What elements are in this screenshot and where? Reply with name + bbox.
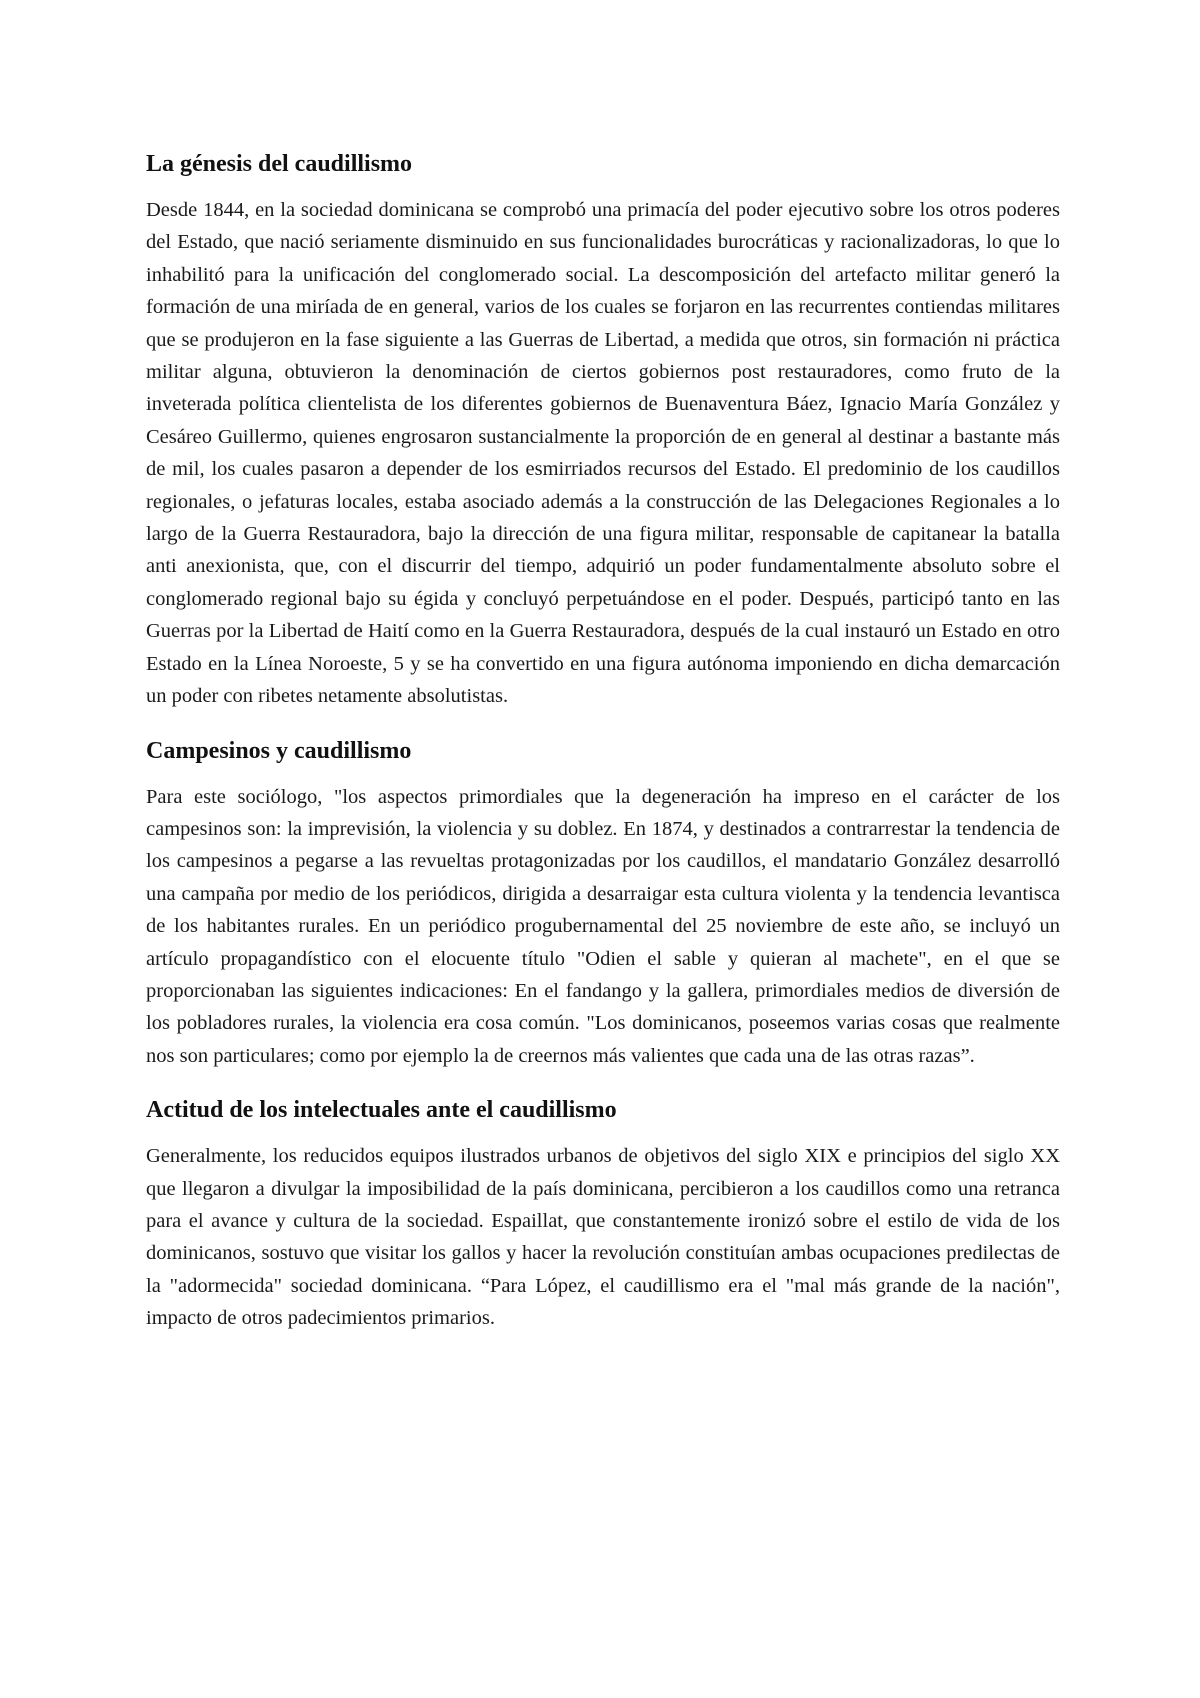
section-intelectuales xyxy=(146,1094,1060,1334)
section-paragraph: Generalmente, los reducidos equipos ilustrados urbanos de objetivos del siglo XIX e principios del siglo XX que llegaron a divulgar la imposibilidad de la país dominicana, percibieron a los caudillos como una retranca para el avance y cultura de la sociedad. Espaillat, que constantemente ironizó sobre el estilo de vida de los dominicanos, sostuvo que visitar los gallos y hacer la revolución constituían ambas ocupaciones predilectas de la "adormecida" sociedad dominicana. “Para López, el caudillismo era el "mal más grande de la nación", impacto de otros padecimientos primarios. xyxy=(146,1145,1060,1330)
section-campesinos xyxy=(146,735,1060,1073)
section-heading: Campesinos y caudillismo xyxy=(146,737,412,764)
section-paragraph: Desde 1844, en la sociedad dominicana se comprobó una primacía del poder ejecutivo sobre los otros poderes del Estado, que nació seriamente disminuido en sus funcionalidades burocráticas y racionalizadoras, lo que lo inhabilitó para la unificación del conglomerado social. La descomposición del artefacto militar generó la formación de una miríada de en general, varios de los cuales se forjaron en las recurrentes contiendas militares que se produjeron en la fase siguiente a las Guerras de Libertad, a medida que otros, sin formación ni práctica militar alguna, obtuvieron la denominación de ciertos gobiernos post restauradores, como fruto de la inveterada política clientelista de los diferentes gobiernos de Buenaventura Báez, Ignacio María González y Cesáreo Guillermo, quienes engrosaron sustancialmente la proporción de en general al destinar a bastante más de mil, los cuales pasaron a depender de los esmirriados recursos del Estado. El predominio de los caudillos regionales, o jefaturas locales, estaba asociado además a la construcción de las Delegaciones Regionales a lo largo de la Guerra Restauradora, bajo la dirección de una figura militar, responsable de capitanear la batalla anti anexionista, que, con el discurrir del tiempo, adquirió un poder fundamentalmente absoluto sobre el conglomerado regional bajo su égida y concluyó perpetuándose en el poder. Después, participó tanto en las Guerras por la Libertad de Haití como en la Guerra Restauradora, después de la cual instauró un Estado en otro Estado en la Línea Noroeste, 5 y se ha convertido en una figura autónoma imponiendo en dicha demarcación un poder con ribetes netamente absolutistas. xyxy=(146,199,1060,708)
section-genesis xyxy=(146,148,1060,713)
section-heading: Actitud de los intelectuales ante el caudillismo xyxy=(146,1097,617,1124)
document-page xyxy=(146,148,1060,1357)
section-paragraph: Para este sociólogo, "los aspectos primordiales que la degeneración ha impreso en el carácter de los campesinos son: la imprevisión, la violencia y su doblez. En 1874, y destinados a contrarrestar la tendencia de los campesinos a pegarse a las revueltas protagonizadas por los caudillos, el mandatario González desarrolló una campaña por medio de los periódicos, dirigida a desarraigar esta cultura violenta y la tendencia levantisca de los habitantes rurales. En un periódico progubernamental del 25 noviembre de este año, se incluyó un artículo propagandístico con el elocuente título "Odien el sable y quieran al machete", en el que se proporcionaban las siguientes indicaciones: En el fandango y la gallera, primordiales medios de diversión de los pobladores rurales, la violencia era cosa común. "Los dominicanos, poseemos varias cosas que realmente nos son particulares; como por ejemplo la de creernos más valientes que cada una de las otras razas”. xyxy=(146,785,1060,1067)
section-heading: La génesis del caudillismo xyxy=(146,151,413,177)
